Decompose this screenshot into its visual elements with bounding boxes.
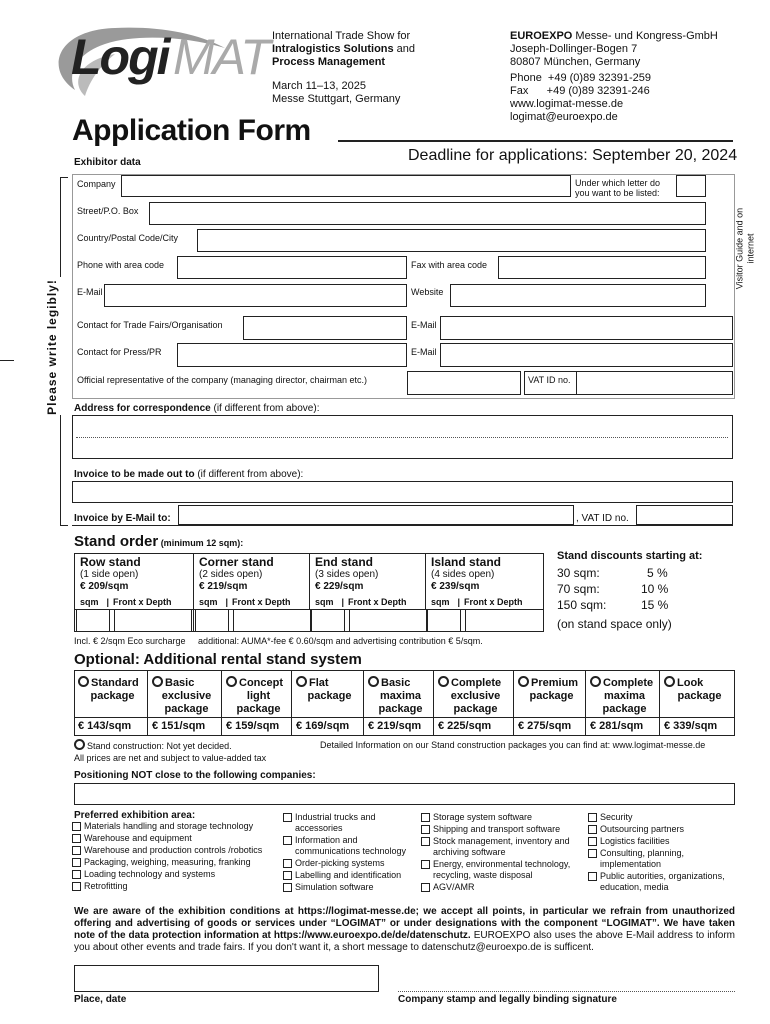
- spacer: [272, 69, 472, 80]
- checkbox-icon[interactable]: [588, 825, 597, 834]
- area-label: Retrofitting: [84, 881, 128, 891]
- stand-order-heading: Stand order: [74, 533, 159, 550]
- stand-name: Row stand: [80, 555, 141, 569]
- organizer-info: [510, 30, 750, 124]
- radio-icon[interactable]: [590, 676, 601, 687]
- checkbox-icon[interactable]: [588, 872, 597, 881]
- address-corr-rest: (if different from above):: [210, 403, 320, 414]
- package-option-5[interactable]: [364, 670, 434, 736]
- area-option[interactable]: [72, 881, 282, 892]
- street-input[interactable]: [149, 202, 706, 225]
- contact-press-input[interactable]: [177, 343, 407, 367]
- radio-icon[interactable]: [78, 676, 89, 687]
- show-info: [272, 30, 472, 106]
- package-name: Basic: [165, 677, 195, 689]
- invoice-email-underline: [72, 525, 733, 526]
- package-line-2: exclusive: [161, 690, 212, 702]
- organizer-name-rest: Messe- und Kongress-GmbH: [572, 30, 718, 42]
- phone-label: Phone with area code: [77, 260, 165, 270]
- stand-order-min: (minimum 12 sqm):: [158, 538, 244, 548]
- show-line1: International Trade Show for: [272, 30, 411, 42]
- email2-label: E-Mail: [411, 320, 437, 330]
- package-price: € 219/sqm: [368, 720, 422, 732]
- side-right-2: Visitor Guide and on internet: [734, 207, 756, 290]
- signature-line: [398, 991, 735, 992]
- package-line-3: package: [378, 703, 423, 715]
- checkbox-icon[interactable]: [283, 836, 292, 845]
- package-option-9[interactable]: [660, 670, 735, 736]
- area-option[interactable]: [283, 858, 423, 869]
- checkbox-icon[interactable]: [72, 834, 81, 843]
- package-line-3: package: [236, 703, 281, 715]
- package-option-4[interactable]: [292, 670, 364, 736]
- stand-col-sep: |: [457, 597, 461, 607]
- area-label: Consulting, planning, implementation: [600, 848, 685, 869]
- area-option[interactable]: [588, 824, 738, 835]
- checkbox-icon[interactable]: [283, 883, 292, 892]
- radio-icon[interactable]: [664, 676, 675, 687]
- checkbox-icon[interactable]: [588, 849, 597, 858]
- stand-front-depth-input[interactable]: [114, 609, 192, 632]
- radio-icon[interactable]: [152, 676, 163, 687]
- package-line-2: maxima: [604, 690, 645, 702]
- discount-row-3: [557, 598, 677, 612]
- package-name: Concept: [239, 677, 283, 689]
- country-label: Country/Postal Code/City: [77, 233, 179, 243]
- stand-col-front: Front x Depth: [348, 597, 407, 607]
- surcharge-note: Incl. € 2/sqm Eco surcharge additional: AUMA*-fee € 0.60/sqm and advertising contribution € 5/sqm.: [74, 636, 483, 646]
- package-line-3: package: [453, 703, 498, 715]
- letter-label-2: you want to be listed:: [575, 188, 660, 198]
- radio-icon[interactable]: [226, 676, 237, 687]
- stand-front-depth-input[interactable]: [233, 609, 311, 632]
- invoice-vat-input[interactable]: [636, 505, 733, 525]
- organizer-street: Joseph-Dollinger-Bogen 7: [510, 43, 638, 55]
- package-option-7[interactable]: [514, 670, 586, 736]
- area-label: Industrial trucks and accessories: [295, 812, 376, 833]
- package-line-1: [152, 676, 221, 690]
- checkbox-icon[interactable]: [421, 825, 430, 834]
- optional-title: Optional: Additional rental stand system: [74, 651, 362, 668]
- stand-col-front: Front x Depth: [464, 597, 523, 607]
- area-option[interactable]: [588, 871, 738, 893]
- please-write-legibly: Please write legibly!: [45, 279, 59, 415]
- stand-front-depth-input[interactable]: [349, 609, 427, 632]
- stand-col-header: [199, 597, 311, 608]
- logo-logi: Logi: [71, 29, 169, 85]
- stand-construction-label: Stand construction: Not yet decided.: [87, 741, 232, 751]
- official-label: Official representative of the company (managing director, chairman etc.): [77, 375, 367, 385]
- package-price: € 159/sqm: [226, 720, 280, 732]
- package-line-1: [664, 676, 735, 690]
- package-line-3: package: [602, 703, 647, 715]
- discount-row-1: [557, 566, 677, 580]
- organizer-name: [510, 30, 750, 43]
- package-price: € 225/sqm: [438, 720, 492, 732]
- package-name: Look: [677, 677, 704, 689]
- letter-input[interactable]: [676, 175, 706, 197]
- stand-col-front: Front x Depth: [113, 597, 172, 607]
- package-price: € 151/sqm: [152, 720, 206, 732]
- stand-col-sep: |: [106, 597, 110, 607]
- stand-price: € 209/sqm: [80, 581, 129, 592]
- area-label: Materials handling and storage technology: [84, 821, 254, 831]
- stand-front-depth-input[interactable]: [465, 609, 544, 632]
- area-option[interactable]: [72, 833, 282, 844]
- area-label: Storage system software: [433, 812, 533, 822]
- area-option[interactable]: [588, 848, 738, 870]
- discount-row-2: [557, 582, 677, 596]
- organizer-city: 80807 München, Germany: [510, 56, 641, 68]
- checkbox-icon[interactable]: [421, 883, 430, 892]
- package-line-2: package: [90, 690, 135, 702]
- checkbox-icon[interactable]: [72, 870, 81, 879]
- website-label: Website: [411, 287, 444, 297]
- area-label: AGV/AMR: [433, 882, 475, 892]
- address-corr-bold: Address for correspondence: [74, 403, 211, 414]
- stand-col-4: [431, 556, 543, 608]
- stand-open: (1 side open): [80, 569, 139, 580]
- stand-col-2: [199, 556, 311, 608]
- stand-col-front: Front x Depth: [232, 597, 291, 607]
- area-label: Security: [600, 812, 633, 822]
- stand-open: (4 sides open): [431, 569, 495, 580]
- area-option[interactable]: [283, 882, 423, 893]
- conditions-rest: EUROEXPO also uses the above E-Mail address to inform you about other events and trade fairs. If you don't want it, a short message to datenschutz@euroexpo.de is sufficent.: [74, 930, 735, 953]
- package-option-8[interactable]: [586, 670, 660, 736]
- address-corr-label: [74, 403, 319, 415]
- conditions-bold: We are aware of the exhibition conditions at https://logimat-messe.de; we accept all points, in particular we refrain from unauthorized offering and advertising of goods or services under “LOGIMAT” or under designations with the component “LOGIMAT”. We have taken note of the data protection information at https://www.euroexpo.de/de/datenschutz.: [74, 906, 735, 941]
- organizer-fax: Fax +49 (0)89 32391-246: [510, 85, 650, 97]
- invoice-email-label: Invoice by E-Mail to:: [74, 513, 171, 524]
- stand-col-sqm: sqm: [199, 597, 218, 607]
- invoice-label: [74, 469, 303, 481]
- page-title: Application Form: [72, 114, 311, 147]
- discounts-title: Stand discounts starting at:: [557, 550, 703, 562]
- area-option[interactable]: [421, 824, 586, 835]
- discount-pct-2: 10 %: [641, 582, 669, 596]
- email3-label: E-Mail: [411, 347, 437, 357]
- area-option[interactable]: [283, 835, 423, 857]
- area-label: Simulation software: [295, 882, 374, 892]
- package-line-2: exclusive: [450, 690, 501, 702]
- area-column-4: [588, 812, 738, 894]
- package-line-1: [368, 676, 433, 690]
- area-label: Information and communications technology: [295, 835, 407, 856]
- area-column-2: [283, 812, 423, 894]
- stand-col-sep: |: [225, 597, 229, 607]
- left-bracket-top: [60, 177, 61, 277]
- show-line3: Process Management: [272, 56, 386, 68]
- package-name: Flat: [309, 677, 329, 689]
- show-date: March 11–13, 2025: [272, 80, 366, 92]
- stand-name: Corner stand: [199, 555, 274, 569]
- area-option[interactable]: [72, 845, 282, 856]
- area-column-1: [72, 821, 282, 893]
- stand-col-header: [431, 597, 543, 608]
- checkbox-icon[interactable]: [588, 813, 597, 822]
- letter-label: [575, 178, 660, 198]
- checkbox-icon[interactable]: [72, 846, 81, 855]
- country-input[interactable]: [197, 229, 706, 252]
- invoice-rest: (if different from above):: [194, 469, 304, 480]
- package-line-1: [438, 676, 513, 690]
- checkbox-icon[interactable]: [72, 822, 81, 831]
- area-option[interactable]: [421, 882, 586, 893]
- invoice-bold: Invoice to be made out to: [74, 469, 195, 480]
- package-option-3[interactable]: [222, 670, 292, 736]
- package-line-2: package: [307, 690, 352, 702]
- title-rule: [338, 140, 733, 142]
- contact-fairs-input[interactable]: [243, 316, 407, 340]
- package-line-2: package: [677, 690, 722, 702]
- discount-sqm-3: 150 sqm:: [557, 598, 607, 612]
- package-name: Basic: [381, 677, 411, 689]
- discount-sqm-2: 70 sqm:: [557, 582, 600, 596]
- checkbox-icon[interactable]: [588, 837, 597, 846]
- show-line2-wrap: [272, 43, 472, 56]
- area-label: Logistics facilities: [600, 836, 670, 846]
- area-label: Public autorities, organizations, education, media: [600, 871, 725, 892]
- left-bracket-bottom-cap: [60, 525, 68, 526]
- checkbox-icon[interactable]: [72, 882, 81, 891]
- fax-label: Fax with area code: [411, 260, 488, 270]
- vat-label: VAT ID no.: [528, 375, 571, 385]
- area-option[interactable]: [72, 869, 282, 880]
- package-name: Complete: [603, 677, 654, 689]
- stand-name: Island stand: [431, 555, 502, 569]
- stand-price: € 239/sqm: [431, 581, 480, 592]
- stand-sqm-input[interactable]: [195, 609, 229, 632]
- area-label: Packaging, weighing, measuring, franking: [84, 857, 251, 867]
- checkbox-icon[interactable]: [421, 813, 430, 822]
- address-corr-dotline: [76, 437, 728, 438]
- area-label: Stock management, inventory and archiving software: [433, 836, 570, 857]
- contact-fairs-label: Contact for Trade Fairs/Organisation: [77, 320, 223, 330]
- area-label: Warehouse and production controls /robotics: [84, 845, 263, 855]
- area-option[interactable]: [421, 836, 586, 858]
- package-line-2: light: [246, 690, 271, 702]
- left-bracket-top-cap: [60, 177, 68, 178]
- package-line-1: [296, 676, 363, 690]
- place-date-label: Place, date: [74, 994, 127, 1005]
- organizer-web: www.logimat-messe.de: [510, 98, 624, 110]
- exhibitor-data-heading: Exhibitor data: [74, 157, 141, 168]
- left-tick: [0, 360, 14, 361]
- area-label: Outsourcing partners: [600, 824, 685, 834]
- company-input[interactable]: [121, 175, 571, 197]
- radio-icon[interactable]: [296, 676, 307, 687]
- logimat-logo: [45, 20, 269, 100]
- area-option[interactable]: [283, 812, 423, 834]
- radio-icon[interactable]: [74, 739, 85, 750]
- official-input[interactable]: [407, 371, 521, 395]
- area-option[interactable]: [72, 857, 282, 868]
- stand-sqm-input[interactable]: [427, 609, 461, 632]
- fax-input[interactable]: [498, 256, 706, 279]
- stand-col-header: [315, 597, 427, 608]
- conditions-text: [74, 906, 735, 954]
- checkbox-icon[interactable]: [72, 858, 81, 867]
- stand-open: (3 sides open): [315, 569, 379, 580]
- stand-col-1: [80, 556, 192, 608]
- stand-col-header: [80, 597, 192, 608]
- email2-input[interactable]: [440, 316, 733, 340]
- discount-sqm-1: 30 sqm:: [557, 566, 600, 580]
- signature-label: Company stamp and legally binding signature: [398, 994, 617, 1005]
- area-option[interactable]: [283, 870, 423, 881]
- area-column-3: [421, 812, 586, 894]
- package-option-6[interactable]: [434, 670, 514, 736]
- area-label: Order-picking systems: [295, 858, 385, 868]
- stand-col-sep: |: [341, 597, 345, 607]
- stand-construction-option[interactable]: [74, 739, 232, 752]
- detailed-info: Detailed Information on our Stand construction packages you can find at: www.logimat-messe.de: [320, 740, 706, 750]
- package-price: € 169/sqm: [296, 720, 350, 732]
- area-option[interactable]: [421, 859, 586, 881]
- area-label: Loading technology and systems: [84, 869, 216, 879]
- package-option-2[interactable]: [148, 670, 222, 736]
- email3-input[interactable]: [440, 343, 733, 367]
- stand-open: (2 sides open): [199, 569, 263, 580]
- package-line-1: [590, 676, 659, 690]
- company-label: Company: [77, 179, 116, 189]
- area-option[interactable]: [588, 812, 738, 823]
- discount-pct-3: 15 %: [641, 598, 669, 612]
- stand-price: € 219/sqm: [199, 581, 248, 592]
- checkbox-icon[interactable]: [283, 859, 292, 868]
- stand-col-sqm: sqm: [80, 597, 99, 607]
- package-line-2: maxima: [380, 690, 421, 702]
- stand-sqm-input[interactable]: [76, 609, 110, 632]
- area-label: Energy, environmental technology, recycling, waste disposal: [433, 859, 571, 880]
- package-name: Standard: [91, 677, 139, 689]
- package-price: € 143/sqm: [78, 720, 132, 732]
- checkbox-icon[interactable]: [421, 860, 430, 869]
- area-option[interactable]: [421, 812, 586, 823]
- area-label: Warehouse and equipment: [84, 833, 192, 843]
- invoice-input[interactable]: [72, 481, 733, 503]
- stand-col-3: [315, 556, 427, 608]
- checkbox-icon[interactable]: [421, 837, 430, 846]
- stand-name: End stand: [315, 555, 374, 569]
- email-input[interactable]: [104, 284, 407, 307]
- stand-col-sqm: sqm: [431, 597, 450, 607]
- positioning-label: Positioning NOT close to the following companies:: [74, 770, 316, 781]
- show-line2: Intralogistics Solutions: [272, 43, 394, 55]
- package-line-3: package: [164, 703, 209, 715]
- letter-label-1: Under which letter do: [575, 178, 661, 188]
- discount-pct-1: 5 %: [647, 566, 668, 580]
- stand-sqm-input[interactable]: [311, 609, 345, 632]
- organizer-email: logimat@euroexpo.de: [510, 111, 618, 123]
- package-price: € 275/sqm: [518, 720, 572, 732]
- organizer-phone: Phone +49 (0)89 32391-259: [510, 72, 651, 84]
- email-label: E-Mail: [77, 287, 103, 297]
- website-input[interactable]: [450, 284, 706, 307]
- package-line-1: [518, 676, 585, 690]
- radio-icon[interactable]: [438, 676, 449, 687]
- invoice-email-input[interactable]: [178, 505, 574, 525]
- area-option[interactable]: [72, 821, 282, 832]
- package-price: € 339/sqm: [664, 720, 718, 732]
- vat-input[interactable]: [576, 371, 733, 395]
- package-name: Complete: [451, 677, 502, 689]
- package-line-1: [226, 676, 291, 690]
- checkbox-icon[interactable]: [283, 813, 292, 822]
- package-price: € 281/sqm: [590, 720, 644, 732]
- show-line2b: and: [393, 43, 416, 55]
- stand-col-sqm: sqm: [315, 597, 334, 607]
- area-label: Labelling and identification: [295, 870, 402, 880]
- package-name: Premium: [531, 677, 579, 689]
- package-line-1: [78, 676, 147, 690]
- package-line-2: package: [529, 690, 574, 702]
- area-label: Shipping and transport software: [433, 824, 561, 834]
- logo-mat: MAT: [173, 29, 269, 85]
- positioning-input[interactable]: [74, 783, 735, 805]
- discount-note: (on stand space only): [557, 617, 672, 631]
- checkbox-icon[interactable]: [283, 871, 292, 880]
- radio-icon[interactable]: [518, 676, 529, 687]
- left-bracket-bottom: [60, 415, 61, 525]
- area-option[interactable]: [588, 836, 738, 847]
- show-venue: Messe Stuttgart, Germany: [272, 93, 401, 105]
- place-date-input[interactable]: [74, 965, 379, 992]
- deadline: Deadline for applications: September 20, 2024: [408, 147, 738, 164]
- stand-order-title: [74, 533, 243, 551]
- vat-note: All prices are net and subject to value-added tax: [74, 753, 267, 763]
- stand-divider-1: [193, 553, 194, 632]
- contact-press-label: Contact for Press/PR: [77, 347, 162, 357]
- radio-icon[interactable]: [368, 676, 379, 687]
- invoice-vat-label: , VAT ID no.: [576, 513, 629, 524]
- stand-price: € 229/sqm: [315, 581, 364, 592]
- preferred-title: Preferred exhibition area:: [74, 810, 196, 821]
- phone-input[interactable]: [177, 256, 407, 279]
- organizer-name-bold: EUROEXPO: [510, 30, 573, 42]
- street-label: Street/P.O. Box: [77, 206, 139, 216]
- package-option-1[interactable]: [74, 670, 148, 736]
